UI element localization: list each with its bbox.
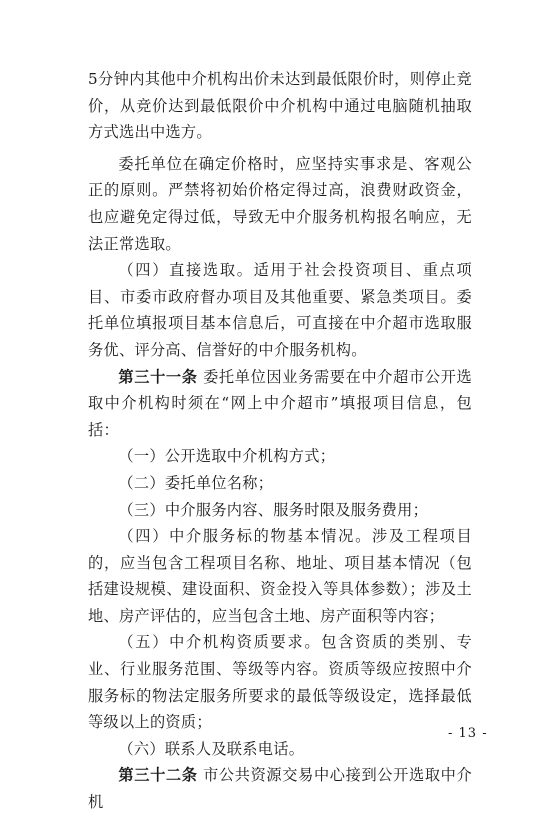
article-31-heading: 第三十一条	[118, 367, 198, 386]
article-32: 第三十二条 市公共资源交易中心接到公开选取中介机	[88, 766, 472, 812]
page-number: - 13 -	[448, 726, 488, 741]
item-3: （三）中介服务内容、服务时限及服务费用；	[118, 500, 429, 519]
article-31: 第三十一条 委托单位因业务需要在中介超市公开选取中介机构时须在“网上中介超市”填报项目信息，包括：	[88, 367, 472, 439]
item-5: （五）中介机构资质要求。包含资质的类别、专业、行业服务范围、等级等内容。资质等级应按照中介服务标的物法定服务所要求的最低等级设定，选择最低等级以上的资质；	[88, 633, 472, 732]
paragraph-3: （四）直接选取。适用于社会投资项目、重点项目、市委市政府督办项目及其他重要、紧急类项目。委托单位填报项目基本信息后，可直接在中介超市选取服务优、评分高、信誉好的中介服务机构。	[88, 261, 472, 359]
item-1: （一）公开选取中介机构方式；	[118, 447, 336, 466]
paragraph-2: 委托单位在确定价格时，应坚持实事求是、客观公正的原则。严禁将初始价格定得过高，浪费财政资金，也应避免定得过低，导致无中介服务机构报名响应，无法正常选取。	[88, 154, 472, 253]
item-2: （二）委托单位名称；	[118, 473, 274, 492]
item-6: （六）联系人及联系电话。	[118, 739, 305, 758]
article-32-heading: 第三十二条	[118, 766, 198, 785]
item-4: （四）中介服务标的物基本情况。涉及工程项目的，应当包含工程项目名称、地址、项目基本情况（包括建设规模、建设面积、资金投入等具体参数）；涉及土地、房产评估的，应当包含土地、房产面积等内容；	[88, 527, 472, 625]
body-text	[88, 66, 472, 816]
paragraph-1: 5分钟内其他中介机构出价未达到最低限价时，则停止竞价，从竞价达到最低限价中介机构中通过电脑随机抽取方式选出中选方。	[88, 70, 472, 142]
